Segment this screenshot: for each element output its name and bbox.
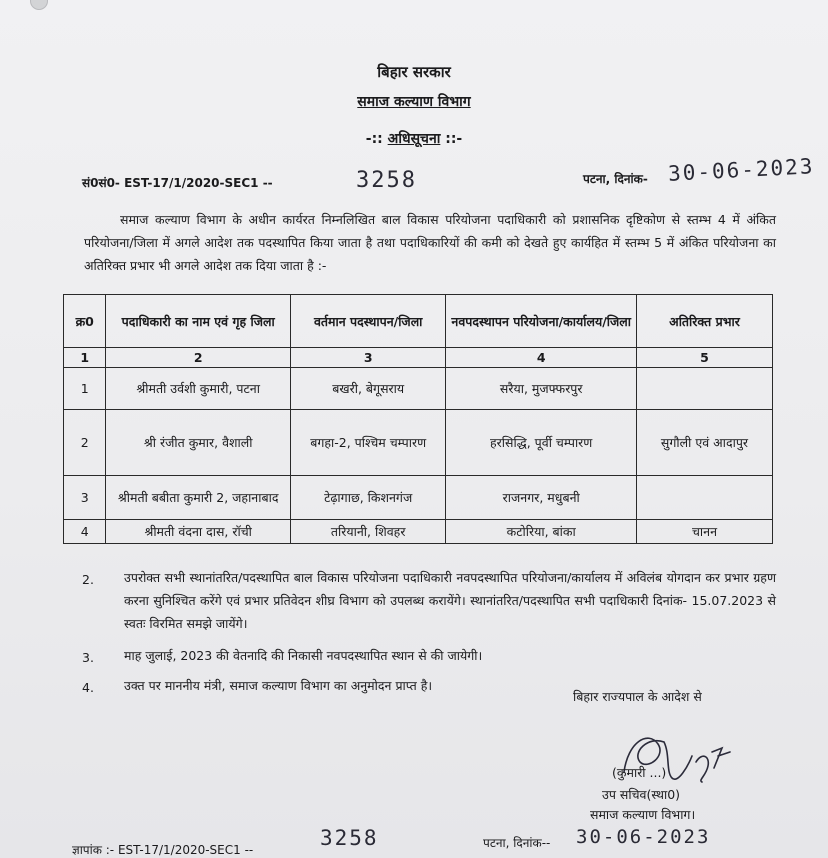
cell-new-posting: कटोरिया, बांका bbox=[446, 520, 637, 544]
column-number: 1 bbox=[64, 348, 106, 368]
reference-date-label: पटना, दिनांक- bbox=[583, 172, 648, 186]
column-number: 2 bbox=[106, 348, 290, 368]
governor-order-line: बिहार राज्यपाल के आदेश से bbox=[573, 689, 702, 704]
cell-serial: 1 bbox=[64, 368, 106, 410]
intro-paragraph: समाज कल्याण विभाग के अधीन कार्यरत निम्नलिखित बाल विकास परियोजना पदाधिकारी को प्रशासनिक दृष्टिकोण से स्तम्भ 4 में अंकित परियोजना/जिला में अगले आदेश तक पदस्थापित किया जाता है तथा पदाधिकारियों की कमी को देखते हुए कार्यहित में स्तम्भ 5 में अंकित परियोजना का अतिरिक्त प्रभार भी अगले आदेश तक दिया जाता है :- bbox=[84, 212, 776, 273]
reference-date-handwritten: 30-06-2023 bbox=[667, 154, 815, 186]
point-number: 3. bbox=[82, 650, 94, 665]
signatory-department: समाज कल्याण विभाग। bbox=[590, 807, 696, 822]
header-serial: क्र0 bbox=[64, 295, 106, 348]
cell-new-posting: सरैया, मुजफ्फरपुर bbox=[446, 368, 637, 410]
table-row bbox=[64, 520, 773, 544]
point-number: 2. bbox=[82, 572, 94, 587]
table-row bbox=[64, 368, 773, 410]
cell-new-posting: हरसिद्धि, पूर्वी चम्पारण bbox=[446, 410, 637, 476]
notification-title: -:: अधिसूचना ::- bbox=[365, 131, 463, 147]
memo-label: ज्ञापांक :- EST-17/1/2020-SEC1 -- bbox=[72, 843, 254, 857]
cell-serial: 4 bbox=[64, 520, 106, 544]
point-text: माह जुलाई, 2023 की वेतनादि की निकासी नवपदस्थापित स्थान से की जायेगी। bbox=[124, 648, 483, 663]
header-officer: पदाधिकारी का नाम एवं गृह जिला bbox=[106, 295, 290, 348]
header-new-posting: नवपदस्थापन परियोजना/कार्यालय/जिला bbox=[446, 295, 637, 348]
reference-number-handwritten: 3258 bbox=[356, 168, 417, 193]
department-title: समाज कल्याण विभाग bbox=[357, 94, 471, 110]
memo-date-label: पटना, दिनांक-- bbox=[483, 836, 551, 850]
memo-date-handwritten: 30-06-2023 bbox=[576, 826, 711, 848]
cell-additional-charge bbox=[636, 476, 772, 520]
cell-current-posting: बखरी, बेगूसराय bbox=[290, 368, 445, 410]
point-text: उपरोक्त सभी स्थानांतरित/पदस्थापित बाल विकास परियोजना पदाधिकारी नवपदस्थापित परियोजना/कार्यालय में अविलंब योगदान कर प्रभार ग्रहण करना सुनिश्चित करेंगे एवं प्रभार प्रतिवेदन शीघ्र विभाग को उपलब्ध करायेंगे। स्थानांतरित/पदस्थापित सभी पदाधिकारी दिनांक- 15.07.2023 से स्वतः विरमित समझे जायेंगे। bbox=[124, 570, 776, 631]
cell-serial: 2 bbox=[64, 410, 106, 476]
table-header-row bbox=[64, 295, 773, 348]
cell-additional-charge: सुगौली एवं आदापुर bbox=[636, 410, 772, 476]
cell-officer: श्रीमती उर्वशी कुमारी, पटना bbox=[106, 368, 290, 410]
signatory-name: (कुमारी ...) bbox=[612, 765, 667, 780]
cell-additional-charge bbox=[636, 368, 772, 410]
posting-table bbox=[63, 294, 773, 544]
cell-current-posting: टेढ़ागाछ, किशनगंज bbox=[290, 476, 445, 520]
cell-officer: श्रीमती बबीता कुमारी 2, जहानाबाद bbox=[106, 476, 290, 520]
cell-current-posting: तरियानी, शिवहर bbox=[290, 520, 445, 544]
signatory-designation: उप सचिव(स्था0) bbox=[602, 787, 681, 802]
point-number: 4. bbox=[82, 680, 94, 695]
government-title: बिहार सरकार bbox=[377, 63, 451, 81]
column-number: 5 bbox=[636, 348, 772, 368]
cell-new-posting: राजनगर, मधुबनी bbox=[446, 476, 637, 520]
column-number: 4 bbox=[446, 348, 637, 368]
column-number-row bbox=[64, 348, 773, 368]
cell-additional-charge: चानन bbox=[636, 520, 772, 544]
table-row bbox=[64, 476, 773, 520]
memo-number-handwritten: 3258 bbox=[320, 826, 379, 850]
reference-number-label: सं0सं0- EST-17/1/2020-SEC1 -- bbox=[82, 176, 273, 190]
header-current-posting: वर्तमान पदस्थापन/जिला bbox=[290, 295, 445, 348]
punch-hole bbox=[30, 0, 48, 10]
cell-officer: श्री रंजीत कुमार, वैशाली bbox=[106, 410, 290, 476]
cell-current-posting: बगहा-2, पश्चिम चम्पारण bbox=[290, 410, 445, 476]
cell-officer: श्रीमती वंदना दास, रॉची bbox=[106, 520, 290, 544]
cell-serial: 3 bbox=[64, 476, 106, 520]
point-text: उक्त पर माननीय मंत्री, समाज कल्याण विभाग का अनुमोदन प्राप्त है। bbox=[124, 678, 433, 693]
table-row bbox=[64, 410, 773, 476]
column-number: 3 bbox=[290, 348, 445, 368]
header-additional-charge: अतिरिक्त प्रभार bbox=[636, 295, 772, 348]
